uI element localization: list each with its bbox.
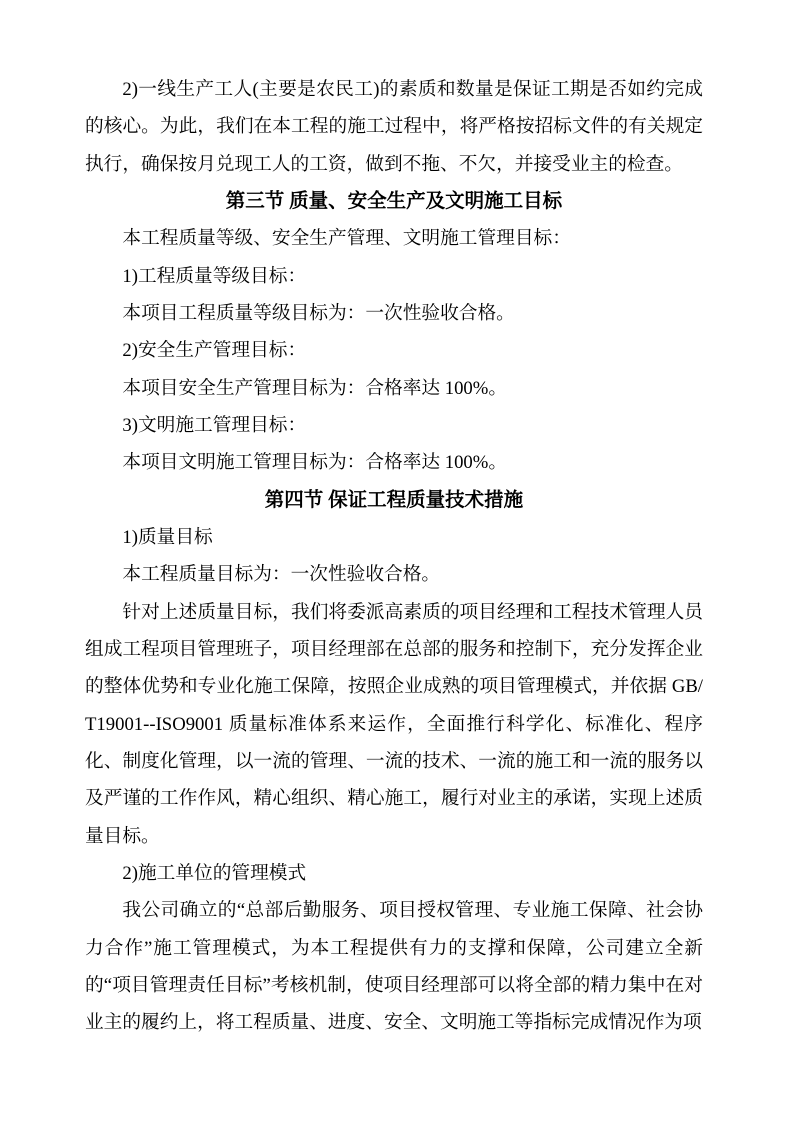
paragraph-quality-grade-target-value: 本项目工程质量等级目标为：一次性验收合格。 [122, 302, 515, 324]
paragraph-quality-goal-value: 本工程质量目标为：一次性验收合格。 [122, 564, 441, 586]
paragraph-targets-intro: 本工程质量等级、安全生产管理、文明施工管理目标： [122, 228, 571, 250]
paragraph-safety-target-value: 本项目安全生产管理目标为：合格率达 100%。 [122, 377, 508, 399]
paragraph-civilized-target-label: 3)文明施工管理目标： [122, 414, 307, 436]
paragraph-management-mode-detail: 我公司确立的“总部后勤服务、项目授权管理、专业施工保障、社会协力合作”施工管理模式，为本工程提供有力的支撑和保障，公司建立全新的“项目管理责任目标”考核机制，使项目经理部可以将全部的精力集中在对业主的履约上，将工程质量、进度、安全、文明施工等指标完成情况作为项 [85, 900, 703, 1034]
paragraph-management-mode-label: 2)施工单位的管理模式 [122, 862, 307, 884]
paragraph-quality-goal-label: 1)质量目标 [122, 526, 213, 548]
document-body [85, 71, 703, 1042]
paragraph-civilized-target-value: 本项目文明施工管理目标为：合格率达 100%。 [122, 452, 508, 474]
paragraph-quality-grade-target-label: 1)工程质量等级目标： [122, 265, 307, 287]
paragraph-frontline-workers: 2)一线生产工人(主要是农民工)的素质和数量是保证工期是否如约完成的核心。为此，我们在本工程的施工过程中，将严格按招标文件的有关规定执行，确保按月兑现工人的工资，做到不拖、不欠，并接受业主的检查。 [85, 79, 703, 175]
paragraph-quality-measures: 针对上述质量目标，我们将委派高素质的项目经理和工程技术管理人员组成工程项目管理班子，项目经理部在总部的服务和控制下，充分发挥企业的整体优势和专业化施工保障，按照企业成熟的项目管理模式，并依据 GB/T19001--ISO9001 质量标准体系来运作，全面推行科学化、标准化、程序化、制度化管理，以一流的管理、一流的技术、一流的施工和一流的服务以及严谨的工作作风，精心组织、精心施工，履行对业主的承诺，实现上述质量目标。 [85, 601, 703, 847]
paragraph-safety-target-label: 2)安全生产管理目标： [122, 340, 307, 362]
section-heading-3: 第三节 质量、安全生产及文明施工目标 [225, 190, 563, 212]
section-heading-4: 第四节 保证工程质量技术措施 [264, 489, 524, 511]
